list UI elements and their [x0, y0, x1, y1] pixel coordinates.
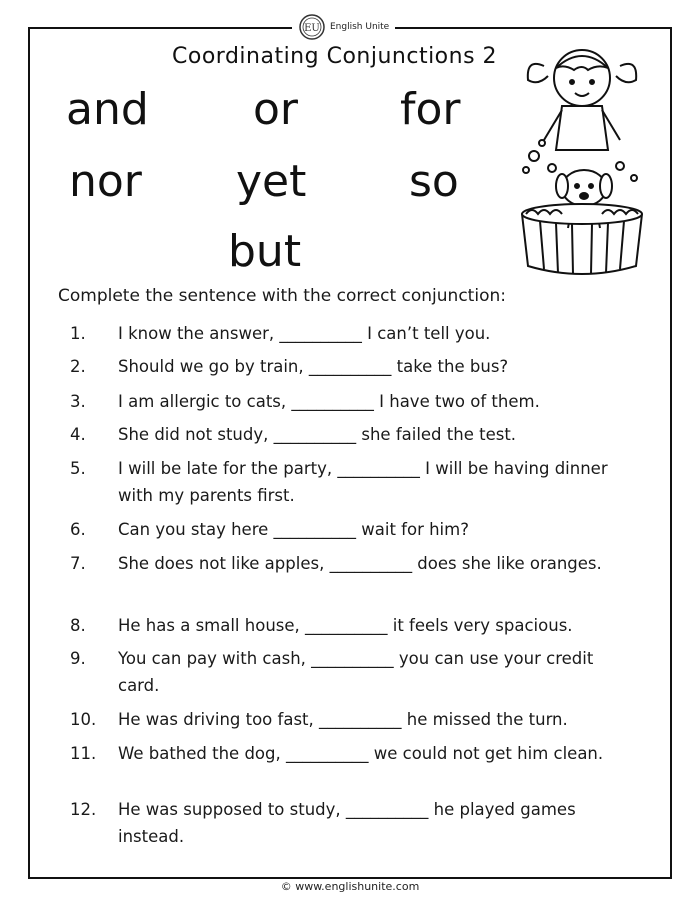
- instructions: Complete the sentence with the correct conjunction:: [58, 286, 506, 306]
- question-number: 7.: [70, 554, 86, 573]
- question-text: I will be late for the party, __________ I will be having dinner with my parents first.: [118, 459, 608, 505]
- question-number: 1.: [70, 324, 86, 343]
- eu-logo-icon: [298, 13, 326, 41]
- question-text: Can you stay here __________ wait for him?: [118, 520, 469, 539]
- question-number: 10.: [70, 710, 97, 729]
- question-number: 9.: [70, 649, 86, 668]
- question-text: You can pay with cash, __________ you can use your credit card.: [118, 649, 594, 695]
- footer-copyright: © www.englishunite.com: [280, 880, 420, 893]
- conjunction-word: so: [409, 156, 459, 207]
- conjunction-word: yet: [236, 156, 307, 207]
- question-number: 6.: [70, 520, 86, 539]
- brand-logo: [292, 12, 395, 42]
- question-text: She did not study, __________ she failed the test.: [118, 425, 517, 444]
- question-text: He has a small house, __________ it feels very spacious.: [118, 616, 573, 635]
- question-text: I am allergic to cats, __________ I have two of them.: [118, 392, 540, 411]
- question-text: I know the answer, __________ I can’t tell you.: [118, 324, 491, 343]
- question-text: Should we go by train, __________ take the bus?: [118, 357, 509, 376]
- conjunction-word: nor: [69, 156, 142, 207]
- conjunction-word: for: [400, 84, 461, 135]
- worksheet-title: Coordinating Conjunctions 2: [172, 44, 498, 69]
- conjunction-word: but: [228, 226, 302, 277]
- question-number: 3.: [70, 392, 86, 411]
- question-number: 12.: [70, 800, 97, 819]
- question-number: 4.: [70, 425, 86, 444]
- question-number: 5.: [70, 459, 86, 478]
- question-text: She does not like apples, __________ does she like oranges.: [118, 554, 602, 573]
- question-number: 2.: [70, 357, 86, 376]
- brand-name: English Unite: [330, 22, 390, 32]
- question-text: He was supposed to study, __________ he played games instead.: [118, 800, 576, 846]
- question-number: 11.: [70, 744, 97, 763]
- girl-washing-dog-illustration: [512, 38, 652, 278]
- logo-letters: EU: [304, 23, 320, 34]
- conjunction-word: and: [66, 84, 149, 135]
- question-text: He was driving too fast, __________ he missed the turn.: [118, 710, 568, 729]
- question-text: We bathed the dog, __________ we could not get him clean.: [118, 744, 604, 763]
- question-number: 8.: [70, 616, 86, 635]
- conjunction-word: or: [253, 84, 299, 135]
